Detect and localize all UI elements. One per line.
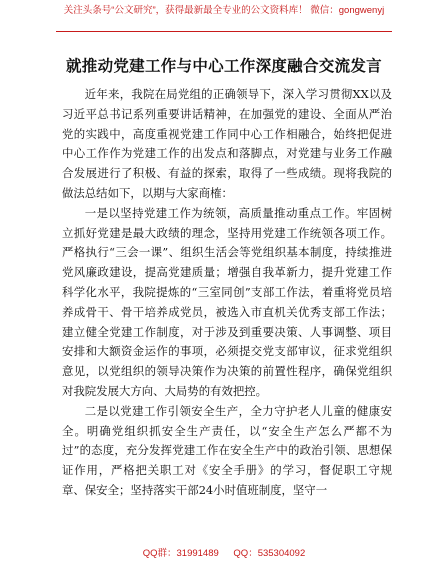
header-promo-text: 关注头条号“公文研究”，获得最新最全专业的公文资料库！ 微信：gongwenyj <box>63 5 385 16</box>
header-divider <box>56 31 392 32</box>
document-title: 就推动党建工作与中心工作深度融合交流发言 <box>65 57 382 75</box>
document-body <box>62 85 392 501</box>
footer-qq-group: QQ群：31991489 <box>142 548 219 559</box>
footer-contact <box>0 545 448 559</box>
footer-qq: QQ：535304092 <box>233 548 306 559</box>
paragraph-two: 二是以党建工作引领安全生产，全力守护老人儿童的健康安全。明确党组织抓安全生产责任，以“安全生产怎么严都不为过”的态度，充分发挥党建工作在安全生产中的政治引领、思想保证作用，严格把关职工对《安全手册》的学习，督促职工守规章、保安全；坚持落实干部24小时值班制度，坚守一 <box>62 403 392 497</box>
paragraph-intro: 近年来，我院在局党组的正确领导下，深入学习贯彻XX以及习近平总书记系列重要讲话精神，在加强党的建设、全面从严治党的实践中，高度重视党建工作同中心工作相融合，始终把促进中心工作作为党建工作的出发点和落脚点，对党建与业务工作融合发展进行了积极、有益的探索，取得了一些成绩。现将我院的做法总结如下，以期与大家商榷： <box>62 87 392 200</box>
paragraph-one: 一是以坚持党建工作为统领，高质量推动重点工作。牢固树立抓好党建是最大政绩的理念，坚持用党建工作统领各项工作。严格执行“三会一课”、组织生活会等党组织基本制度，持续推进党风廉政建设，提高党建质量；增强自我革新力，提升党建工作科学化水平，我院提炼的“三室同创”支部工作法，着重将党员培养成骨干、骨干培养成党员，被选入市直机关优秀支部工作法；建立健全党建工作制度，对于涉及到重要决策、人事调整、项目安排和大额资金运作的事项，必须提交党支部审议，征求党组织意见，以党组织的领导决策作为决策的前置性程序，确保党组织对我院发展大方向、大局势的有效把控。 <box>62 205 392 398</box>
